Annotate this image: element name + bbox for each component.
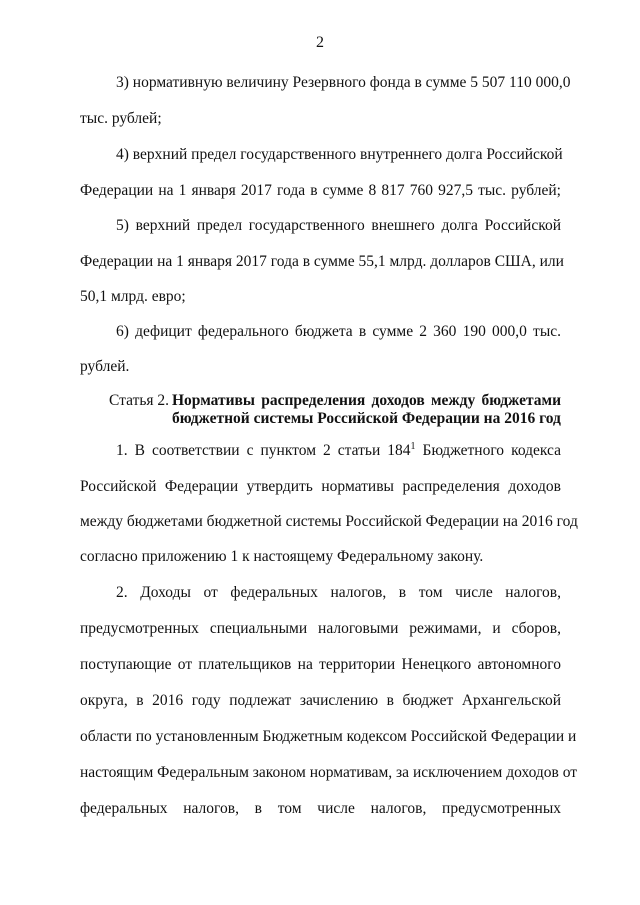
text-line: предусмотренных специальными налоговыми режимами, и сборов, [80, 620, 561, 637]
text-line: Российской Федерации утвердить нормативы распределения доходов [80, 478, 561, 495]
text-line: Федерации на 1 января 2017 года в сумме 8 817 760 927,5 тыс. рублей; [80, 182, 561, 199]
text-line: 2. Доходы от федеральных налогов, в том числе налогов, [116, 584, 561, 601]
text-line: 1. В соответствии с пунктом 2 статьи $184^1$ Бюджетного кодекса [116, 441, 561, 459]
superscript: 1 [410, 441, 416, 452]
text-line: 6) дефицит федерального бюджета в сумме 2 360 190 000,0 тыс. [116, 323, 561, 340]
text-line: области по установленным Бюджетным кодексом Российской Федерации и [80, 728, 577, 745]
text-line: 50,1 млрд. евро; [80, 288, 186, 305]
page-number: 2 [316, 34, 324, 51]
text-line: 3) нормативную величину Резервного фонда в сумме 5 507 110 000,0 [116, 74, 571, 91]
text-line: федеральных налогов, в том числе налогов, предусмотренных [80, 800, 561, 817]
text-line: тыс. рублей; [80, 110, 162, 127]
text-line: 4) верхний предел государственного внутреннего долга Российской [116, 146, 563, 163]
text-line: рублей. [80, 358, 130, 375]
text-line: округа, в 2016 году подлежат зачислению в бюджет Архангельской [80, 692, 561, 709]
text-line: 5) верхний предел государственного внешнего долга Российской [116, 217, 561, 234]
article-title-line-2: бюджетной системы Российской Федерации на 2016 год [172, 410, 561, 427]
text-line: Федерации на 1 января 2017 года в сумме 55,1 млрд. долларов США, или [80, 253, 564, 270]
text-line: поступающие от плательщиков на территории Ненецкого автономного [80, 656, 561, 673]
article-label: Статья 2. [109, 392, 170, 409]
text-line: согласно приложению 1 к настоящему Федеральному закону. [80, 548, 484, 565]
article-title-line-1: Нормативы распределения доходов между бюджетами [172, 392, 561, 409]
text-line: между бюджетами бюджетной системы Российской Федерации на 2016 год [80, 513, 578, 530]
text-line: настоящим Федеральным законом нормативам, за исключением доходов от [80, 764, 578, 781]
